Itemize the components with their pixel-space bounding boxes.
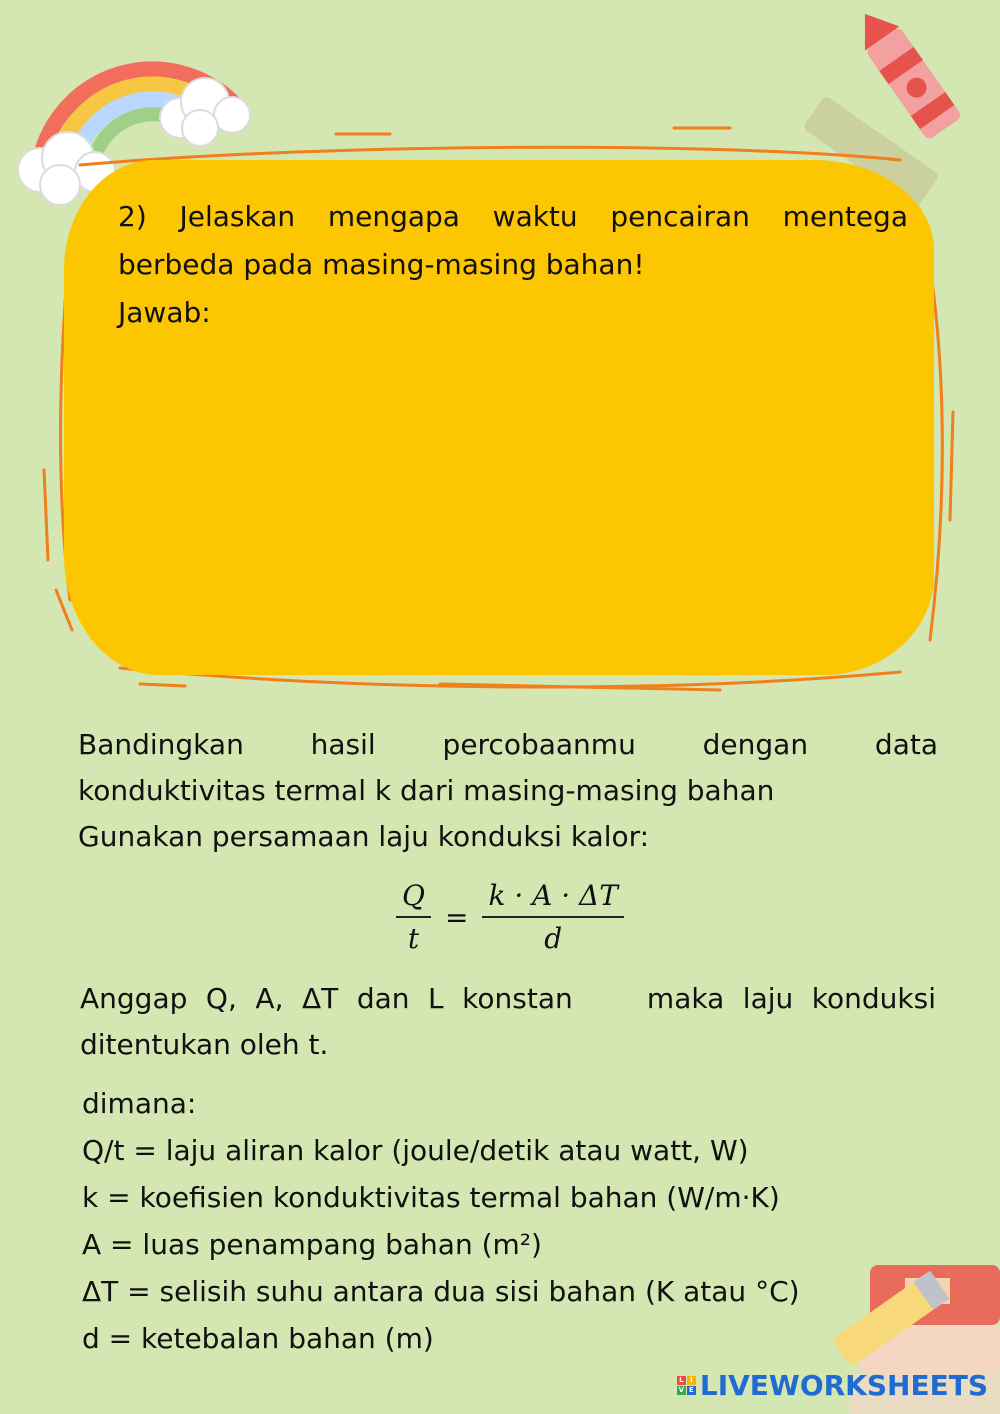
logo-letter: I (687, 1376, 696, 1385)
intro-line-2: konduktivitas termal k dari masing-masing bahan (78, 774, 775, 807)
formula-lhs (396, 879, 431, 955)
logo-letter: V (678, 1386, 685, 1394)
liveworksheets-logo[interactable] (677, 1369, 988, 1402)
question-text-block (118, 193, 908, 337)
intro-paragraph (78, 722, 938, 860)
assumption-line-2: ditentukan oleh t. (80, 1028, 329, 1061)
formula-lhs-numerator: Q (396, 879, 431, 918)
definition-item: d = ketebalan bahan (m) (82, 1322, 434, 1355)
question-prompt: 2) Jelaskan mengapa waktu pencairan mentega berbeda pada masing-masing bahan! (118, 200, 908, 281)
answer-label: Jawab: (118, 296, 211, 329)
formula-rhs-denominator: d (544, 922, 563, 955)
logo-letter: L (677, 1376, 686, 1385)
logo-letter: E (687, 1386, 696, 1395)
formula-equals: = (445, 900, 469, 934)
intro-line-1: Bandingkan hasil percobaanmu dengan data (78, 728, 938, 761)
heat-conduction-formula (380, 872, 640, 962)
crayon-icon (848, 2, 963, 141)
answer-input[interactable] (118, 340, 912, 644)
definitions-heading: dimana: (82, 1087, 197, 1120)
definitions-list (82, 1080, 800, 1362)
definition-item: k = koefisien konduktivitas termal bahan (W/m·K) (82, 1181, 780, 1214)
formula-lhs-denominator: t (407, 922, 420, 955)
intro-line-3: Gunakan persamaan laju konduksi kalor: (78, 820, 650, 853)
formula-rhs (482, 879, 624, 955)
definition-item: ΔT = selisih suhu antara dua sisi bahan (K atau °C) (82, 1275, 800, 1308)
formula-rhs-numerator: k · A · ΔT (482, 879, 624, 918)
definition-item: A = luas penampang bahan (m²) (82, 1228, 542, 1261)
assumption-paragraph (80, 976, 936, 1068)
definition-item: Q/t = laju aliran kalor (joule/detik atau watt, W) (82, 1134, 749, 1167)
assumption-line-1: Anggap Q, A, ΔT dan L konstan maka laju konduksi (80, 982, 936, 1015)
brand-logo-icon (677, 1376, 696, 1395)
brand-name: LIVEWORKSHEETS (699, 1369, 988, 1402)
